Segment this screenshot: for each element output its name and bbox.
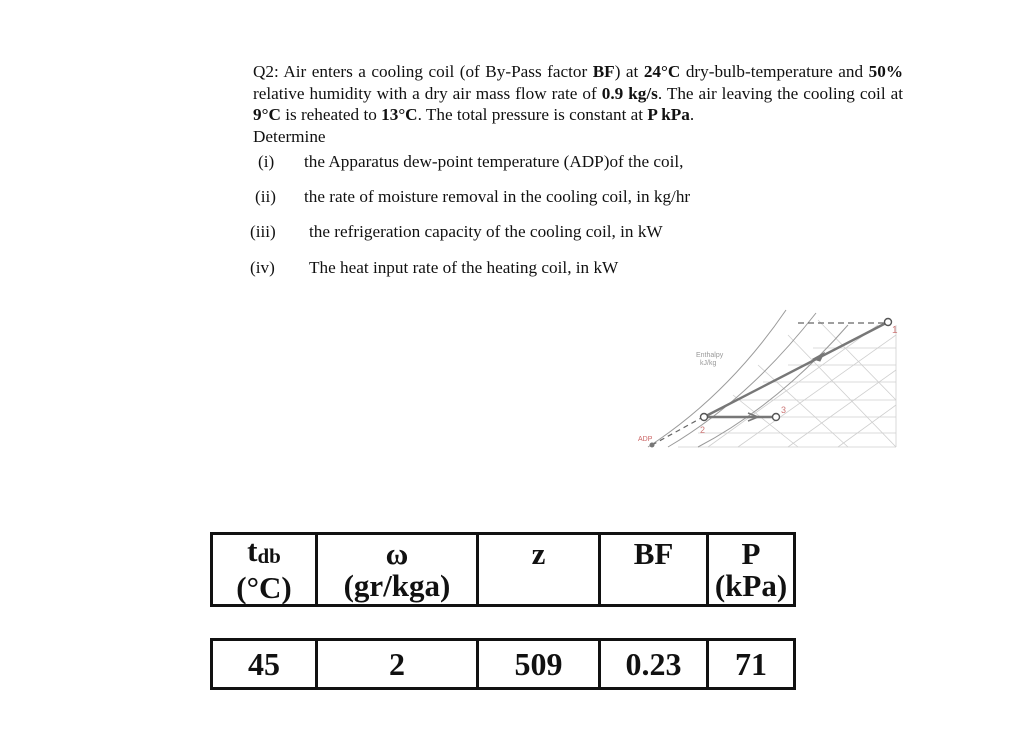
- relative-humidity: 50%: [868, 62, 903, 81]
- table-header-row: [212, 534, 795, 606]
- header-omega: ω (gr/kga): [317, 534, 478, 606]
- chart-grid: [678, 320, 896, 447]
- header-p: P (kPa): [708, 534, 795, 606]
- enthalpy-unit: kJ/kg: [700, 360, 717, 367]
- outlet-temperature: 9°C: [253, 105, 281, 124]
- header-z: z: [478, 534, 600, 606]
- header-table: [210, 532, 796, 607]
- state-point-1: [885, 319, 892, 326]
- value-omega: 2: [317, 640, 478, 689]
- state-point-3: [773, 414, 780, 421]
- arrow-icon: [813, 353, 824, 361]
- bypass-factor-symbol: BF: [592, 62, 615, 81]
- question-paragraph: Q2: Air enters a cooling coil (of By-Pass factor BF) at 24°C dry-bulb-temperature and 50% relative humidity with a dry air mass flow rate of 0.9 kg/s. The air leaving the cooling coil at 9°C is reheated to 13°C. The total pressure is constant at P kPa.: [253, 62, 903, 124]
- table-row: [212, 640, 795, 689]
- mass-flow-rate: 0.9 kg/s: [601, 83, 658, 103]
- adp-point: [650, 443, 655, 448]
- enthalpy-label: Enthalpy: [696, 352, 724, 359]
- point-1-label: 1: [892, 325, 898, 336]
- point-2-label: 2: [700, 425, 706, 435]
- list-item: (iii) the refrigeration capacity of the cooling coil, in kW: [250, 222, 663, 241]
- value-bf: 0.23: [600, 640, 708, 689]
- values-table: [210, 638, 796, 690]
- header-bf: BF: [600, 534, 708, 606]
- header-tdb: $t_{db}$ (°C): [212, 534, 317, 606]
- value-p: 71: [708, 640, 795, 689]
- pressure-symbol: P kPa: [647, 105, 690, 124]
- saturation-curves: [648, 310, 848, 447]
- list-item: (i) the Apparatus dew-point temperature (ADP)of the coil,: [258, 152, 684, 171]
- determine-label: Determine: [253, 126, 326, 146]
- psychrometric-sketch: [638, 305, 900, 453]
- state-point-2: [701, 414, 708, 421]
- point-3-label: 3: [781, 405, 787, 415]
- value-z: 509: [478, 640, 600, 689]
- process-line-1-2: [704, 322, 888, 417]
- reheat-temperature: 13°C: [381, 105, 418, 124]
- inlet-temperature: 24°C: [643, 62, 681, 81]
- adp-label: ADP: [638, 436, 653, 443]
- list-item: (iv) The heat input rate of the heating coil, in kW: [250, 258, 619, 277]
- value-tdb: 45: [212, 640, 317, 689]
- list-item: (ii) the rate of moisture removal in the cooling coil, in kg/hr: [255, 187, 691, 206]
- question-text: [253, 61, 903, 147]
